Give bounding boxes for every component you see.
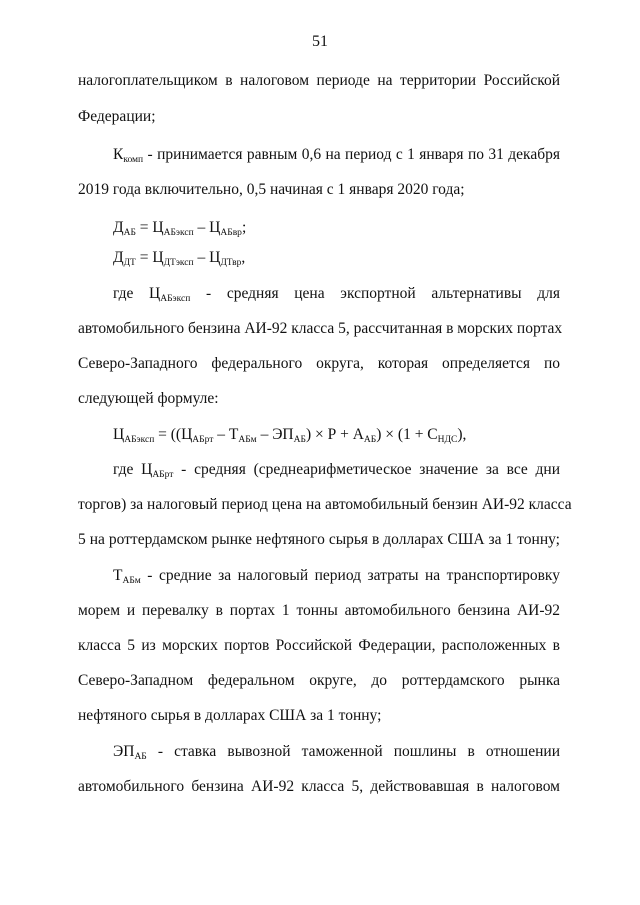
text-line: Северо-Западном федеральном округе, до роттердамского рынка xyxy=(78,672,560,689)
formula-d-ab: $Д_{АБ} = Ц_{АБэксп} - Ц_{АБвр}$; xyxy=(113,219,247,238)
text-line: класса 5 из морских портов Российской Федерации, расположенных в xyxy=(78,637,560,654)
k-comp-definition: $К_{комп}$ - принимается равным 0,6 на период с 1 января по 31 декабря xyxy=(113,146,560,165)
definition-ep-ab: $ЭП_{АБ}$ - ставка вывозной таможенной пошлины в отношении xyxy=(113,743,560,762)
text-line: 2019 года включительно, 0,5 начиная с 1 января 2020 года; xyxy=(78,181,465,198)
text-line: морем и перевалку в портах 1 тонны автомобильного бензина АИ-92 xyxy=(78,602,560,619)
text-line: Северо-Западного федерального округа, которая определяется по xyxy=(78,355,560,372)
formula-c-ab-export: $Ц_{АБэксп} = ((Ц_{АБрт} - Т_{АБм} - ЭП_{АБ}) \times Р + А_{АБ}) \times (1 + С_{НДС})$, xyxy=(113,426,467,445)
text-line: налогоплательщиком в налоговом периоде на территории Российской xyxy=(78,72,560,89)
definition-t-ab-m: $Т_{АБм}$ - средние за налоговый период затраты на транспортировку xyxy=(113,567,560,586)
text-line: автомобильного бензина АИ-92 класса 5, рассчитанная в морских портах xyxy=(78,320,563,337)
text-line: 5 на роттердамском рынке нефтяного сырья в долларах США за 1 тонну; xyxy=(78,531,560,548)
definition-c-ab-export: где $Ц_{АБэксп}$ - средняя цена экспортной альтернативы для xyxy=(113,285,560,304)
page-number: 51 xyxy=(312,33,328,50)
definition-c-ab-rt: где $Ц_{АБрт}$ - средняя (среднеарифметическое значение за все дни xyxy=(113,461,561,480)
formula-d-dt: $Д_{ДТ} = Ц_{ДТэксп} - Ц_{ДТвр}$, xyxy=(113,249,246,268)
text-line: нефтяного сырья в долларах США за 1 тонну; xyxy=(78,707,382,724)
text-line: следующей формуле: xyxy=(78,390,219,407)
text-line: автомобильного бензина АИ-92 класса 5, действовавшая в налоговом xyxy=(78,778,560,795)
text-line: Федерации; xyxy=(78,108,156,125)
text-line: торгов) за налоговый период цена на автомобильный бензин АИ-92 класса xyxy=(78,496,572,513)
